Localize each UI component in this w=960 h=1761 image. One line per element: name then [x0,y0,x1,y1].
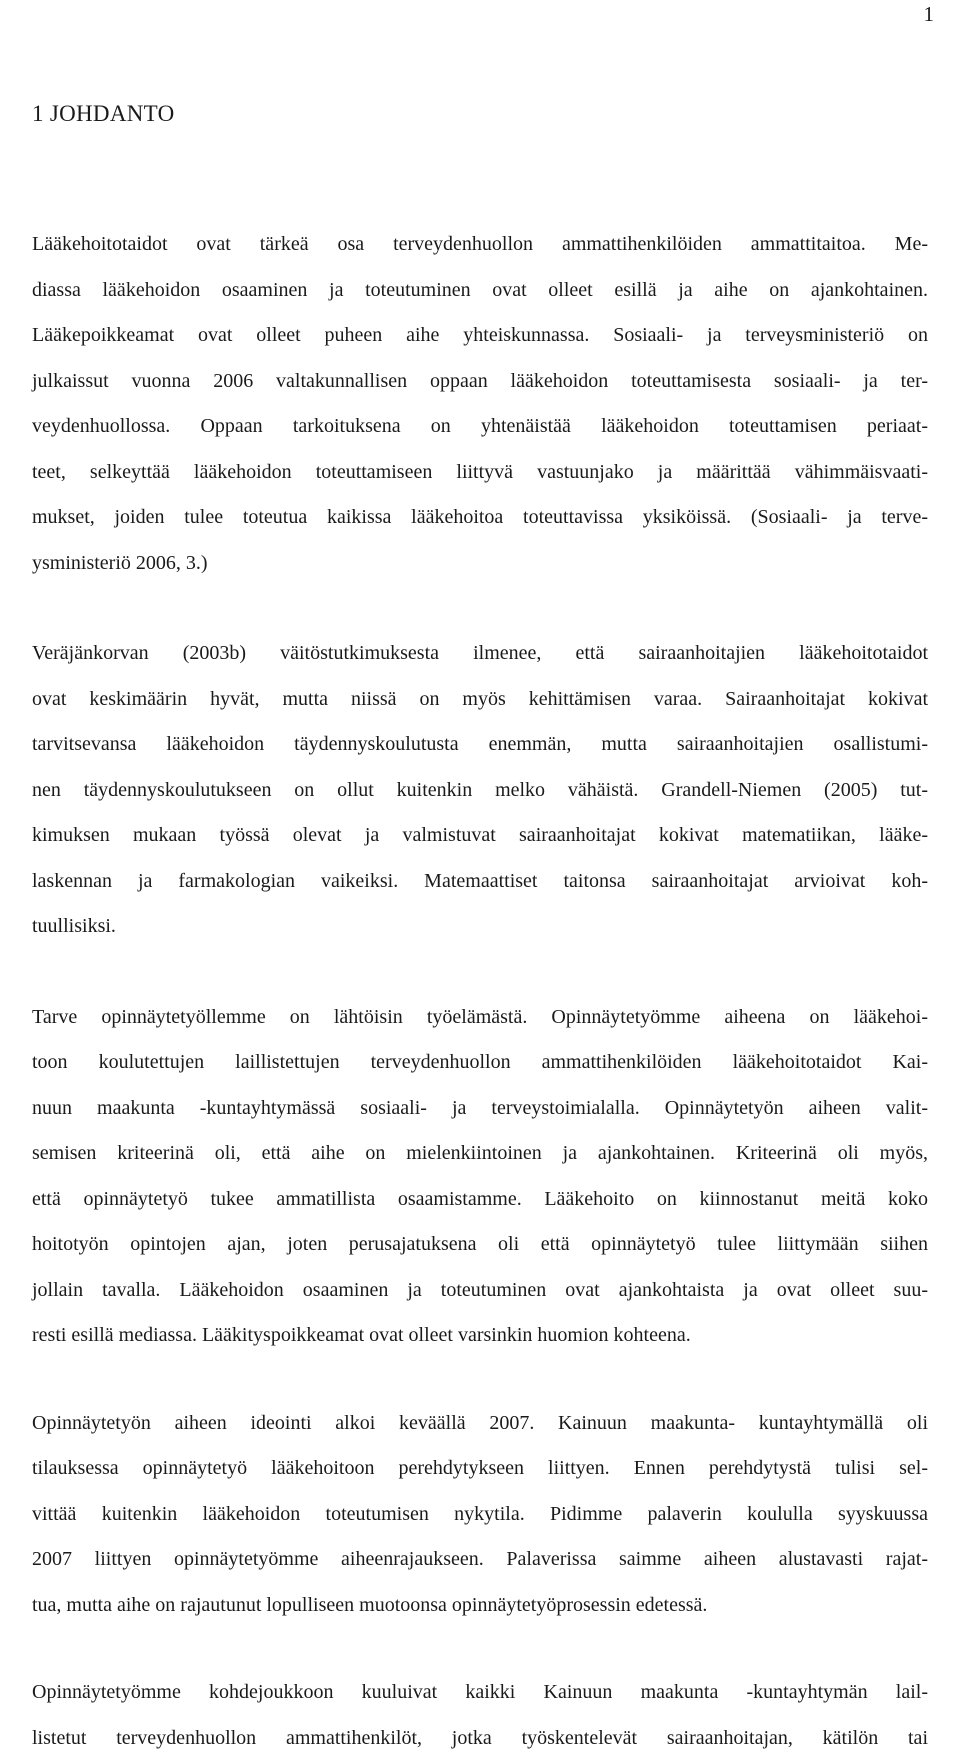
text-line: tuullisiksi. [32,904,928,950]
body-text [32,222,928,1761]
paragraph-3 [32,995,928,1359]
text-line: resti esillä mediassa. Lääkityspoikkeamat ovat olleet varsinkin huomion kohteena. [32,1313,928,1359]
text-line: kimuksen mukaan työssä olevat ja valmistuvat sairaanhoitajat kokivat matematiikan, lääke- [32,813,928,859]
text-line: veydenhuollossa. Oppaan tarkoituksena on yhtenäistää lääkehoidon toteuttamisen periaat- [32,404,928,450]
paragraph-2 [32,631,928,950]
text-line: toon koulutettujen laillistettujen terveydenhuollon ammattihenkilöiden lääkehoitotaidot Kai- [32,1040,928,1086]
text-line: julkaissut vuonna 2006 valtakunnallisen oppaan lääkehoidon toteuttamisesta sosiaali- ja ter- [32,359,928,405]
text-line: ovat keskimäärin hyvät, mutta niissä on myös kehittämisen varaa. Sairaanhoitajat kokivat [32,677,928,723]
text-line: Lääkehoitotaidot ovat tärkeä osa terveydenhuollon ammattihenkilöiden ammattitaitoa. Me- [32,222,928,268]
text-line: tua, mutta aihe on rajautunut lopulliseen muotoonsa opinnäytetyöprosessin edetessä. [32,1583,928,1629]
text-line: Veräjänkorvan (2003b) väitöstutkimuksesta ilmenee, että sairaanhoitajien lääkehoitotaidot [32,631,928,677]
paragraph-5 [32,1670,928,1761]
text-line: Opinnäytetyön aiheen ideointi alkoi keväällä 2007. Kainuun maakunta- kuntayhtymällä oli [32,1401,928,1447]
text-line: Tarve opinnäytetyöllemme on lähtöisin työelämästä. Opinnäytetyömme aiheena on lääkehoi- [32,995,928,1041]
paragraph-gap [32,1628,928,1670]
text-line: hoitotyön opintojen ajan, joten perusajatuksena oli että opinnäytetyö tulee liittymään siihen [32,1222,928,1268]
text-line: diassa lääkehoidon osaaminen ja toteutuminen ovat olleet esillä ja aihe on ajankohtainen. [32,268,928,314]
text-line: laskennan ja farmakologian vaikeiksi. Matemaattiset taitonsa sairaanhoitajat arvioivat koh- [32,859,928,905]
paragraph-gap [32,1359,928,1401]
text-line: nen täydennyskoulutukseen on ollut kuitenkin melko vähäistä. Grandell-Niemen (2005) tut- [32,768,928,814]
text-line: Lääkepoikkeamat ovat olleet puheen aihe yhteiskunnassa. Sosiaali- ja terveysministeriö on [32,313,928,359]
text-line: tilauksessa opinnäytetyö lääkehoitoon perehdytykseen liittyen. Ennen perehdytystä tulisi sel- [32,1446,928,1492]
section-heading: 1 JOHDANTO [32,101,175,127]
text-line: Opinnäytetyömme kohdejoukkoon kuuluivat kaikki Kainuun maakunta -kuntayhtymän lail- [32,1670,928,1716]
text-line: teet, selkeyttää lääkehoidon toteuttamiseen liittyvä vastuunjako ja määrittää vähimmäisvaati- [32,450,928,496]
text-line: 2007 liittyen opinnäytetyömme aiheenrajaukseen. Palaverissa saimme aiheen alustavasti rajat- [32,1537,928,1583]
paragraph-gap [32,950,928,995]
text-line: mukset, joiden tulee toteutua kaikissa lääkehoitoa toteuttavissa yksiköissä. (Sosiaali- ja terve- [32,495,928,541]
paragraph-4 [32,1401,928,1629]
text-line: tarvitsevansa lääkehoidon täydennyskoulutusta enemmän, mutta sairaanhoitajien osallistumi- [32,722,928,768]
text-line: semisen kriteerinä oli, että aihe on mielenkiintoinen ja ajankohtainen. Kriteerinä oli myös, [32,1131,928,1177]
text-line: ysministeriö 2006, 3.) [32,541,928,587]
text-line: että opinnäytetyö tukee ammatillista osaamistamme. Lääkehoito on kiinnostanut meitä koko [32,1177,928,1223]
paragraph-1 [32,222,928,586]
page-number: 1 [924,2,935,27]
text-line: listetut terveydenhuollon ammattihenkilöt, jotka työskentelevät sairaanhoitajan, kätilön tai [32,1716,928,1761]
text-line: nuun maakunta -kuntayhtymässä sosiaali- ja terveystoimialalla. Opinnäytetyön aiheen valit- [32,1086,928,1132]
text-line: vittää kuitenkin lääkehoidon toteutumisen nykytila. Pidimme palaverin koululla syyskuussa [32,1492,928,1538]
paragraph-gap [32,586,928,631]
text-line: jollain tavalla. Lääkehoidon osaaminen ja toteutuminen ovat ajankohtaista ja ovat olleet suu- [32,1268,928,1314]
